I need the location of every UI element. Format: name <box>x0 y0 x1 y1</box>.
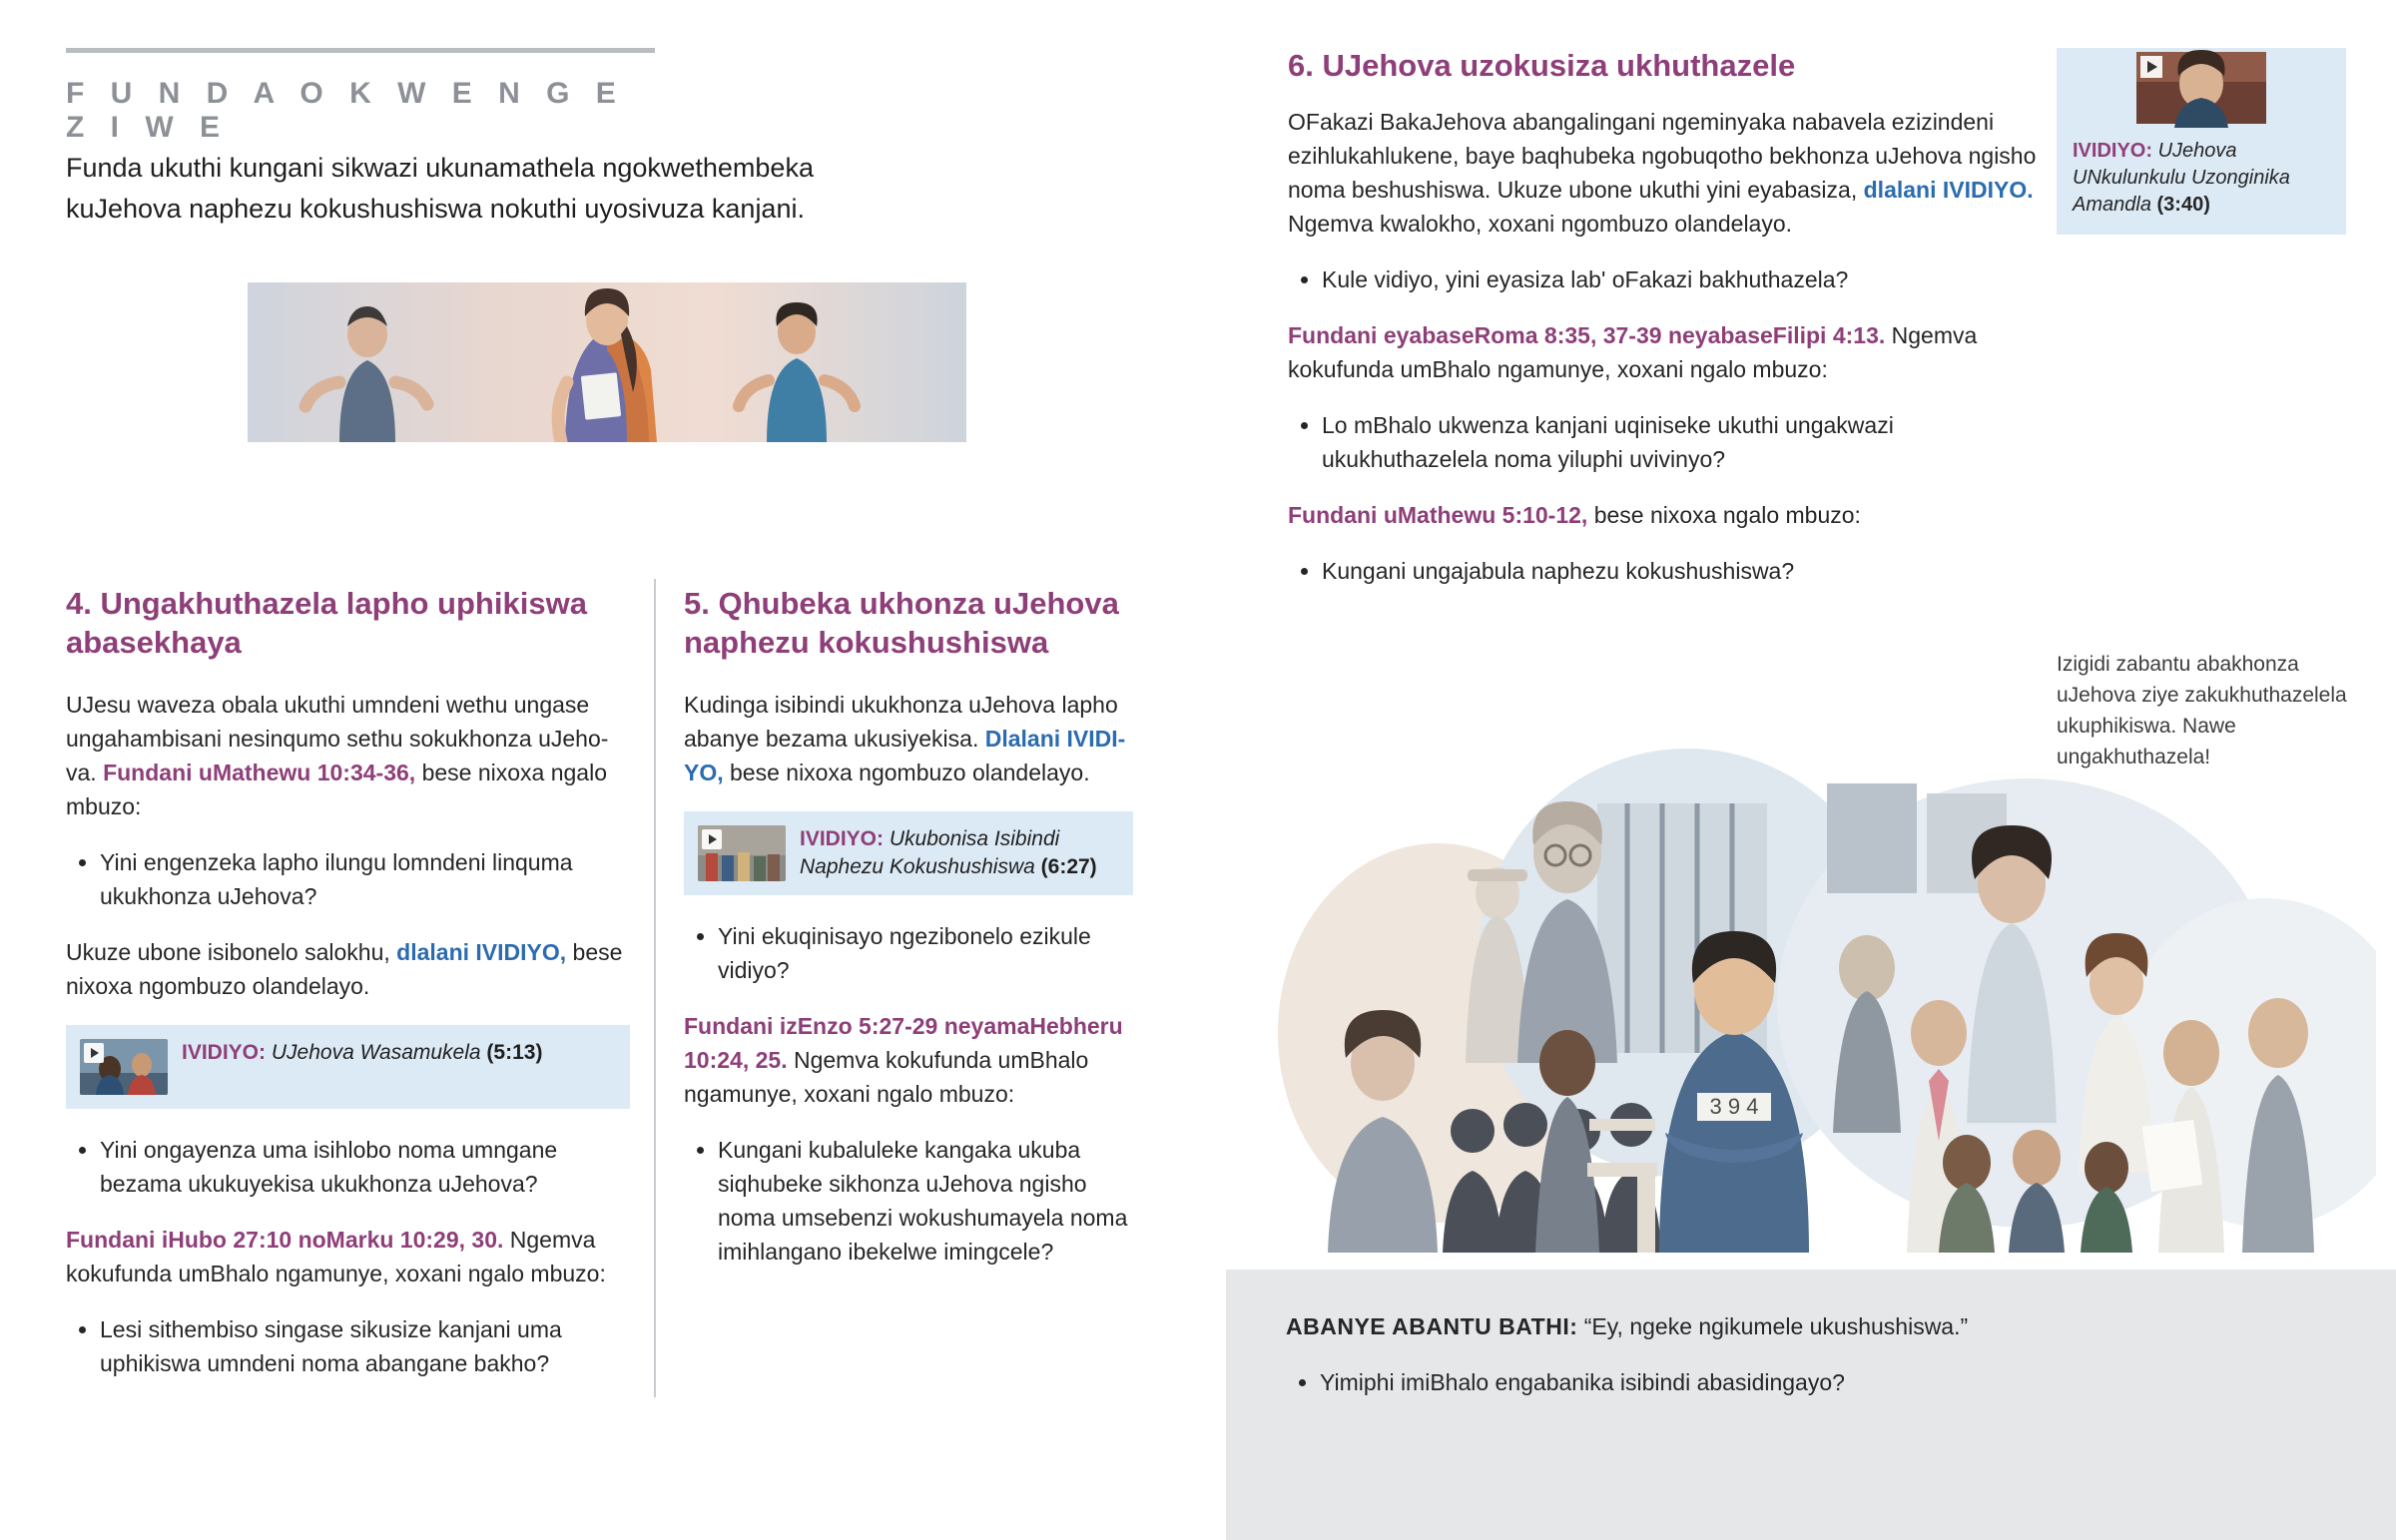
text-run: Ngemva kokufunda umBhalo ngamunye, xoxani ngalo mbuzo: <box>66 1227 606 1286</box>
list-item: • Kule vidiyo, yini eyasiza lab' oFakazi bakhuthazela? <box>1322 262 2047 296</box>
paragraph-5-1 <box>684 688 1133 789</box>
section-label: F U N D A O K W E N G E Z I W E <box>66 77 625 144</box>
hero-illustration <box>248 282 966 442</box>
video-link[interactable]: dlalani IVIDIYO, <box>396 939 567 965</box>
quote-content <box>1286 1309 2304 1421</box>
video-link[interactable]: Dlalani IVIDI-YO, <box>684 726 1126 785</box>
list-item: • Kungani ungajabula naphezu kokushushiswa? <box>1322 554 2047 588</box>
bullet-list-4-2 <box>66 1133 630 1201</box>
video-thumbnail[interactable] <box>80 1039 168 1095</box>
text-run: Kudinga isibindi ukukhonza uJehova lapho abanye bezama ukusiyekisa. <box>684 692 1118 752</box>
video-caption <box>182 1039 542 1067</box>
paragraph-6-2 <box>1288 318 2047 386</box>
faithful-witnesses-illustration <box>1268 734 2376 1253</box>
list-item: • Yini engenzeka lapho ilungu lomndeni linquma ukukhonza uJehova? <box>100 845 630 913</box>
text-run: bese nixoxa ngombuzo olandelayo. <box>66 939 623 999</box>
bullet-list-6-2 <box>1288 408 2047 476</box>
intro-paragraph: Funda ukuthi kungani sikwazi ukunamathela ngokwethembeka kuJehova naphezu kokushushiswa nokuthi uyosivuza kanjani. <box>66 153 814 224</box>
text-run: OFakazi BakaJehova abangalingani ngeminyaka nabavela ezizindeni ezihlukahlukene, baye baqhubeka ngobuqotho bekhonza uJehova ngisho noma beshushiswa. Ukuze ubone ukuthi yini eyabasiza, <box>1288 109 2037 203</box>
bullet-list-6-3 <box>1288 554 2047 588</box>
video-duration: (6:27) <box>1040 855 1097 878</box>
quote-label: ABANYE ABANTU BATHI: <box>1286 1313 1578 1339</box>
text-run: Ukuze ubone isibonelo salokhu, <box>66 939 397 965</box>
list-item: • Kungani kubaluleke kangaka ukuba siqhubeke sikhonza uJehova ngisho noma umsebenzi wokushumayela noma imihlangano ibekelwe imingcele? <box>718 1133 1133 1269</box>
video-duration: (3:40) <box>2156 194 2210 216</box>
bullet-list-5-1 <box>684 919 1133 987</box>
scripture-reference: Fundani uMathewu 10:34-36, <box>103 760 416 785</box>
text-run: Ngemva kokufunda umBhalo ngamunye, xoxani ngalo mbuzo: <box>1288 322 1978 382</box>
bullet-list-6-1 <box>1288 262 2047 296</box>
right-body <box>1288 105 2047 610</box>
illustration-caption: Izigidi zabantu abakhonza uJehova ziye zakukhuthazelela ukuphikiswa. Nawe ungakhuthazela! <box>2057 653 2347 769</box>
bullet-list-4-1 <box>66 845 630 913</box>
paragraph-6-1 <box>1288 105 2047 241</box>
list-item: • Yini ongayenza uma isihlobo noma umngane bezama ukukuyekisa ukukhonza uJehova? <box>100 1133 630 1201</box>
text-run: Ngemva kokufunda umBhalo ngamunye, xoxani ngalo mbuzo: <box>684 1047 1089 1107</box>
quote-band <box>1226 1270 2396 1540</box>
scripture-reference: Fundani iHubo 27:10 noMarku 10:29, 30. <box>66 1227 504 1253</box>
scripture-reference: Fundani uMathewu 5:10-12, <box>1288 502 1588 528</box>
play-icon <box>84 1043 104 1063</box>
play-icon <box>702 829 722 849</box>
video-thumbnail[interactable] <box>698 825 786 881</box>
video-box-ujehova-wasamukela[interactable] <box>66 1025 630 1109</box>
list-item: • Yimiphi imiBhalo engabanika isibindi abasidingayo? <box>1320 1365 2304 1399</box>
list-item: • Lo mBhalo ukwenza kanjani uqiniseke ukuthi ungakwazi ukukhuthazelela noma yiluphi uvivinyo? <box>1322 408 2047 476</box>
text-run: bese nixoxa ngombuzo olandelayo. <box>723 760 1090 785</box>
video-title: Ukubonisa Isibindi Naphezu Kokushushiswa <box>800 827 1060 878</box>
video-caption <box>800 825 1115 881</box>
list-item: • Yini ekuqinisayo ngezibonelo ezikule vidiyo? <box>718 919 1133 987</box>
video-label: IVIDIYO: <box>2073 140 2153 162</box>
text-run: bese nixoxa ngalo mbuzo: <box>1587 502 1861 528</box>
quote-bullet-list <box>1286 1365 2304 1399</box>
paragraph-5-2 <box>684 1009 1133 1111</box>
list-item: • Lesi sithembiso singase sikusize kanjani uma uphikiswa umndeni noma abangane bakho? <box>100 1312 630 1380</box>
video-duration: (5:13) <box>486 1041 543 1064</box>
video-caption <box>2057 128 2346 219</box>
heading-4: 4. Ungakhuthazela lapho uphikiswa abasekhaya <box>66 586 587 660</box>
header-rule <box>66 48 655 53</box>
video-link[interactable]: dlalani IVIDIYO. <box>1863 177 2034 203</box>
text-run: UJesu waveza obala ukuthi umndeni wethu ungase ungahambisani nesinqumo sethu sokukhonza uJeho-va. <box>66 692 609 785</box>
paragraph-4-3 <box>66 1223 630 1290</box>
section-header <box>66 48 665 145</box>
heading-6: 6. UJehova uzokusiza ukhuthazele <box>1288 48 1796 83</box>
scripture-reference: Fundani izEnzo 5:27-29 neyamaHebheru 10:24, 25. <box>684 1013 1123 1073</box>
quote-line <box>1286 1309 2304 1343</box>
column-one <box>66 584 630 1402</box>
bullet-list-5-2 <box>684 1133 1133 1269</box>
text-run: bese nixoxa ngalo mbuzo: <box>66 760 607 819</box>
text-run: Ngemva kwalokho, xoxani ngombuzo olandelayo. <box>1288 211 1793 237</box>
paragraph-4-2 <box>66 935 630 1003</box>
heading-5: 5. Qhubeka ukhonza uJehova naphezu kokushushiswa <box>684 586 1119 660</box>
video-box-uzonginika-amandla[interactable] <box>2057 48 2346 235</box>
video-title: UJehova Wasamukela <box>271 1041 481 1064</box>
paragraph-4-1 <box>66 688 630 823</box>
scripture-reference: Fundani eyabaseRoma 8:35, 37-39 neyabaseFilipi 4:13. <box>1288 322 1886 348</box>
svg-text:3 9 4: 3 9 4 <box>1709 1094 1759 1119</box>
video-label: IVIDIYO: <box>182 1041 267 1064</box>
video-title: UJehova UNkulunkulu Uzonginika Amandla <box>2073 140 2290 216</box>
column-divider <box>654 579 656 1397</box>
bullet-list-4-3 <box>66 1312 630 1380</box>
video-label: IVIDIYO: <box>800 827 885 850</box>
video-box-ukubonisa-isibindi[interactable] <box>684 811 1133 895</box>
column-two <box>684 584 1133 1290</box>
paragraph-6-3 <box>1288 498 2047 532</box>
video-thumbnail[interactable] <box>2057 48 2346 128</box>
quote-text: “Ey, ngeke ngikumele ukushushiswa.” <box>1583 1313 1969 1339</box>
